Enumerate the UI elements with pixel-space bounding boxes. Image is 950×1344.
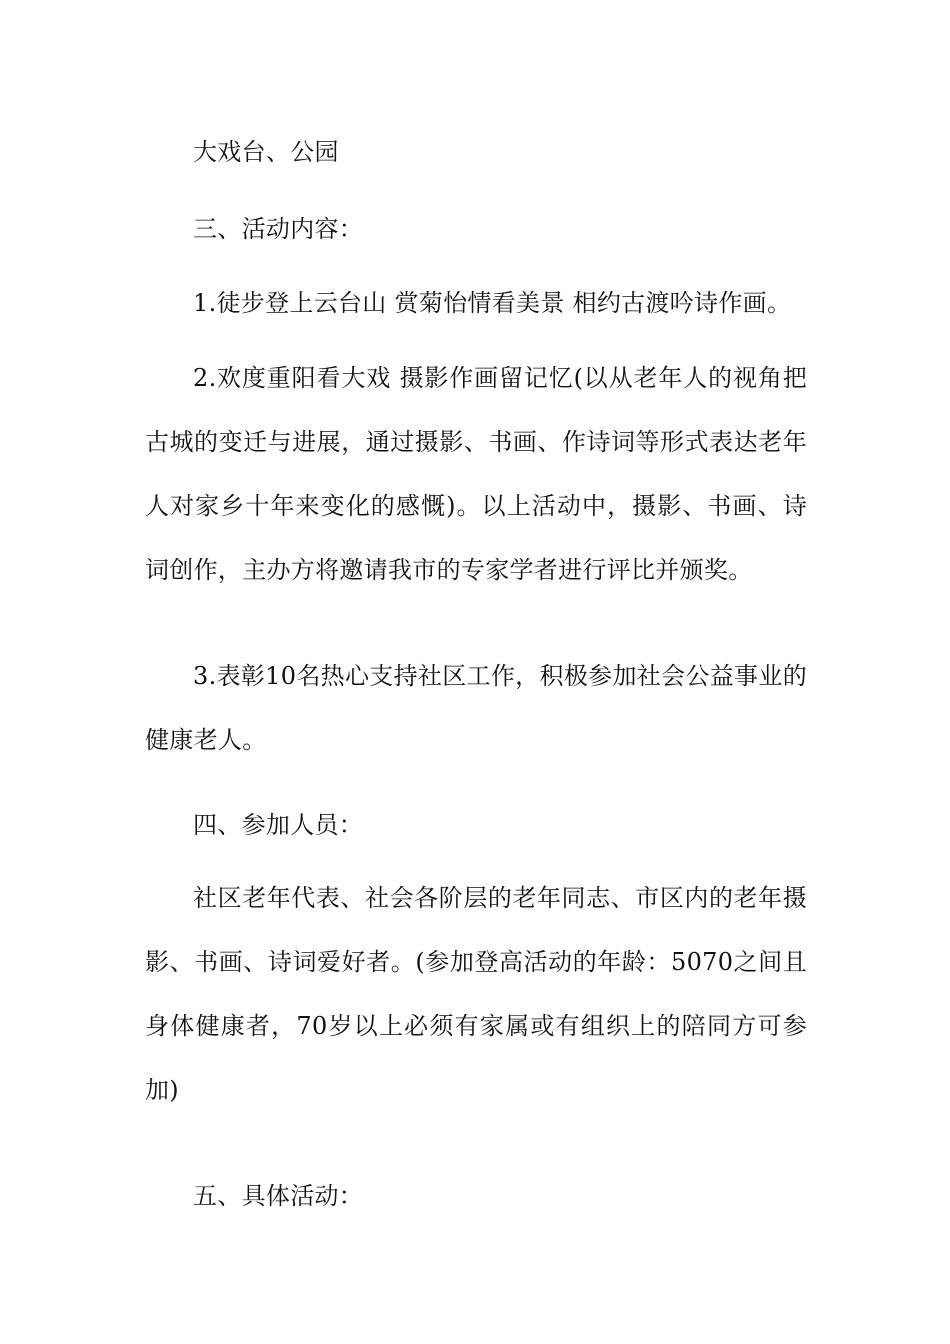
paragraph-item-2: 2.欢度重阳看大戏 摄影作画留记忆(以从老年人的视角把古城的变迁与进展，通过摄影、书画、作诗词等形式表达老年人对家乡十年来变化的感慨)。以上活动中，摄影、书画、诗词创作，主办方将邀请我市的专家学者进行评比并颁奖。 [145,364,807,584]
heading-specific-activities: 五、具体活动： [193,1182,364,1210]
paragraph-item-1: 1.徒步登上云台山 赏菊怡情看美景 相约古渡吟诗作画。 [193,289,792,317]
paragraph-venue: 大戏台、公园 [193,138,339,166]
paragraph-participants: 社区老年代表、社会各阶层的老年同志、市区内的老年摄影、书画、诗词爱好者。(参加登高活动的年龄：5070之间且身体健康者，70岁以上必须有家属或有组织上的陪同方可参加) [145,884,807,1104]
heading-participants: 四、参加人员： [193,811,364,839]
heading-activity-content: 三、活动内容： [193,215,364,243]
paragraph-item-3: 3.表彰10名热心支持社区工作，积极参加社会公益事业的健康老人。 [145,662,807,754]
